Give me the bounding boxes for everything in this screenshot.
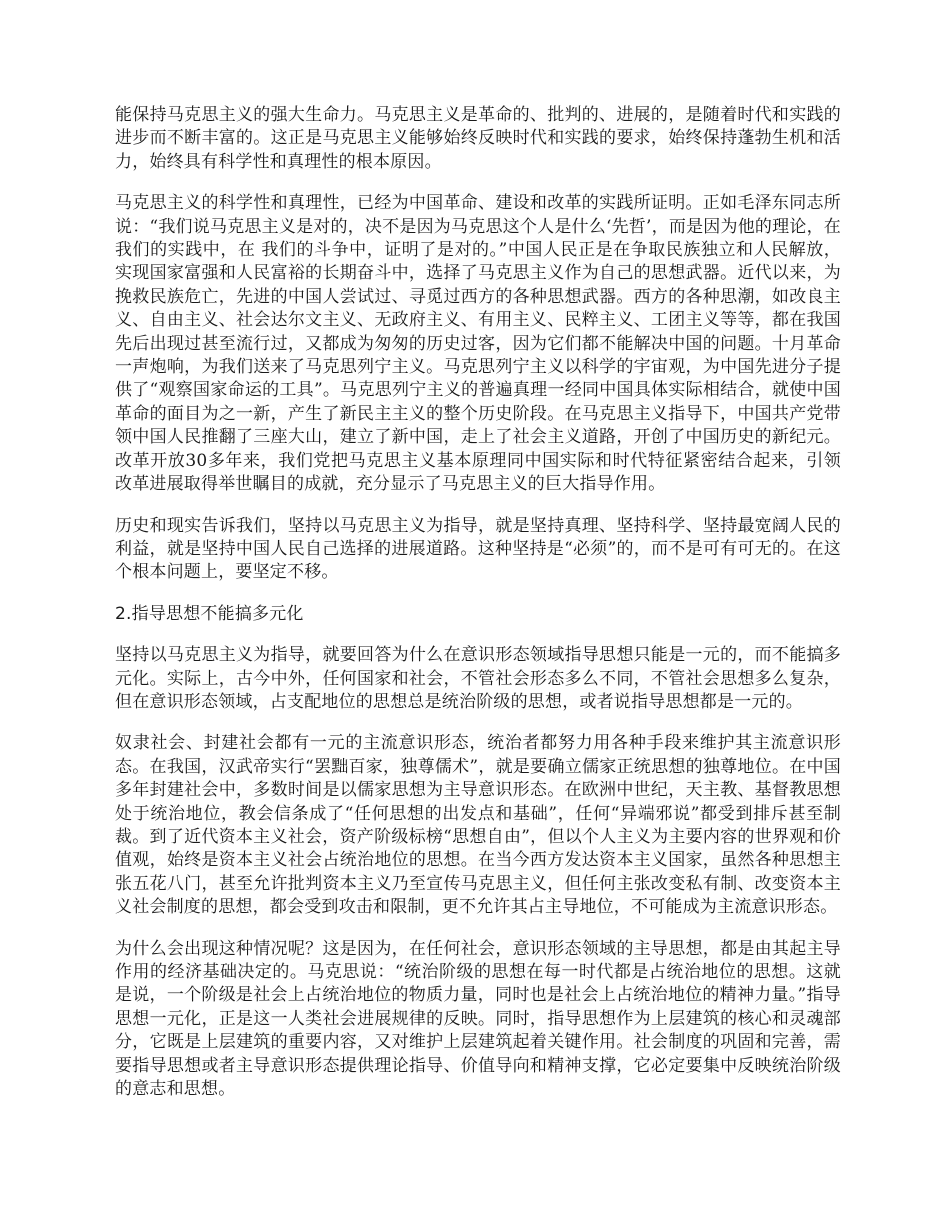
paragraph: 历史和现实告诉我们，坚持以马克思主义为指导，就是坚持真理、坚持科学、坚持最宽阔人民的利益，就是坚持中国人民自己选择的进展道路。这种坚持是“必须”的，而不是可有可无的。在这个根本问题上，要坚定不移。 <box>115 515 841 583</box>
paragraph: 马克思主义的科学性和真理性，已经为中国革命、建设和改革的实践所证明。正如毛泽东同志所说：“我们说马克思主义是对的，决不是因为马克思这个人是什么‘先哲’，而是因为他的理论，在我们的实践中，在 我们的斗争中，证明了是对的。”中国人民正是在争取民族独立和人民解放，实现国家富强和人民富裕的长期奋斗中，选择了马克思主义作为自己的思想武器。近代以来，为挽救民族危亡，先进的中国人尝试过、寻觅过西方的各种思想武器。西方的各种思潮，如改良主义、自由主义、社会达尔文主义、无政府主义、有用主义、民粹主义、工团主义等等，都在我国先后出现过甚至流行过，又都成为匆匆的历史过客，因为它们都不能解决中国的问题。十月革命一声炮响，为我们送来了马克思列宁主义。马克思列宁主义以科学的宇宙观，为中国先进分子提供了“观察国家命运的工具”。马克思列宁主义的普遍真理一经同中国具体实际相结合，就使中国革命的面目为之一新，产生了新民主主义的整个历史阶段。在马克思主义指导下，中国共产党带领中国人民推翻了三座大山，建立了新中国，走上了社会主义道路，开创了中国历史的新纪元。改革开放30多年来，我们党把马克思主义基本原理同中国实际和时代特征紧密结合起来，引领改革进展取得举世瞩目的成就，充分显示了马克思主义的巨大指导作用。 <box>115 193 841 495</box>
paragraph: 为什么会出现这种情况呢？这是因为，在任何社会，意识形态领域的主导思想，都是由其起主导作用的经济基础决定的。马克思说：“统治阶级的思想在每一时代都是占统治地位的思想。这就是说，一个阶级是社会上占统治地位的物质力量，同时也是社会上占统治地位的精神力量。”指导思想一元化，正是这一人类社会进展规律的反映。同时，指导思想作为上层建筑的核心和灵魂部分，它既是上层建筑的重要内容，又对维护上层建筑起着关键作用。社会制度的巩固和完善，需要指导思想或者主导意识形态提供理论指导、价值导向和精神支撑，它必定要集中反映统治阶级的意志和思想。 <box>115 938 841 1100</box>
paragraph: 坚持以马克思主义为指导，就要回答为什么在意识形态领域指导思想只能是一元的，而不能搞多元化。实际上，古今中外，任何国家和社会，不管社会形态多么不同，不管社会思想多么复杂，但在意识形态领域，占支配地位的思想总是统治阶级的思想，或者说指导思想都是一元的。 <box>115 645 841 712</box>
section-heading: 2.指导思想不能搞多元化 <box>115 603 304 624</box>
document-body <box>115 104 841 1119</box>
paragraph: 能保持马克思主义的强大生命力。马克思主义是革命的、批判的、进展的，是随着时代和实践的进步而不断丰富的。这正是马克思主义能够始终反映时代和实践的要求，始终保持蓬勃生机和活力，始终具有科学性和真理性的根本原因。 <box>115 105 841 172</box>
paragraph: 奴隶社会、封建社会都有一元的主流意识形态，统治者都努力用各种手段来维护其主流意识形态。在我国，汉武帝实行“罢黜百家，独尊儒术”，就是要确立儒家正统思想的独尊地位。在中国多年封建社会中，多数时间是以儒家思想为主导意识形态。在欧洲中世纪，天主教、基督教思想处于统治地位，教会信条成了“任何思想的出发点和基础”，任何“异端邪说”都受到排斥甚至制裁。到了近代资本主义社会，资产阶级标榜“思想自由”，但以个人主义为主要内容的世界观和价值观，始终是资本主义社会占统治地位的思想。在当今西方发达资本主义国家，虽然各种思想主张五花八门，甚至允许批判资本主义乃至宣传马克思主义，但任何主张改变私有制、改变资本主义社会制度的思想，都会受到攻击和限制，更不允许其占主导地位，不可能成为主流意识形态。 <box>115 733 841 918</box>
